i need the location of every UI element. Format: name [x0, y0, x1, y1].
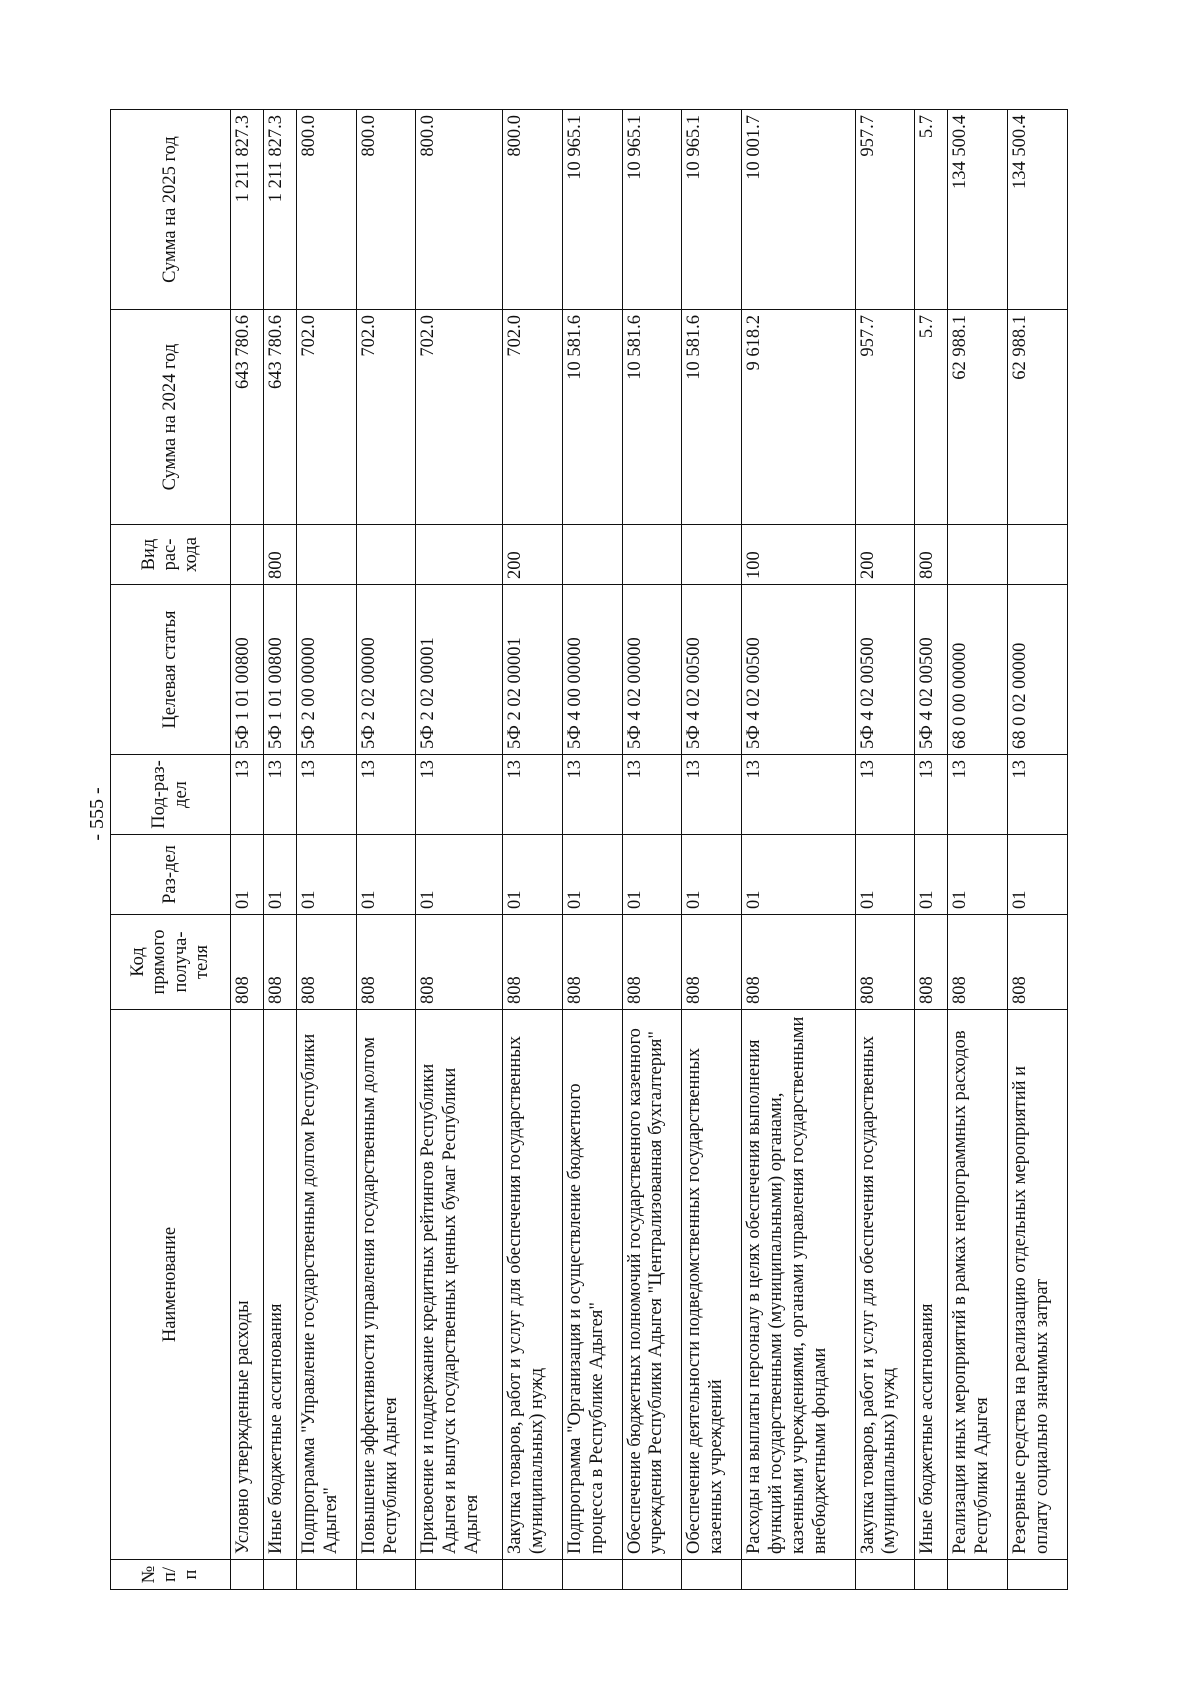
row-expense-type-cell — [231, 525, 264, 585]
row-subsection-cell: 13 — [416, 755, 503, 835]
row-sum-2024-cell: 9 618.2 — [742, 310, 855, 525]
table-row — [948, 110, 1008, 1590]
table-row — [622, 110, 682, 1590]
row-target-article-cell: 5Ф 4 02 00500 — [855, 585, 915, 755]
row-target-article-cell: 5Ф 1 01 00800 — [231, 585, 264, 755]
row-expense-type-cell — [356, 525, 416, 585]
row-name-cell: Закупка товаров, работ и услуг для обеспечения государственных (муниципальных) нужд — [503, 1010, 563, 1560]
row-section-cell: 01 — [1008, 835, 1068, 915]
row-sum-2025-cell: 800.0 — [416, 110, 503, 310]
table-row — [1008, 110, 1068, 1590]
row-section-cell: 01 — [356, 835, 416, 915]
budget-table — [110, 109, 1068, 1590]
row-subsection-cell: 13 — [855, 755, 915, 835]
row-expense-type-cell — [562, 525, 622, 585]
row-sum-2024-cell: 62 988.1 — [1008, 310, 1068, 525]
row-sum-2024-cell: 643 780.6 — [263, 310, 296, 525]
row-recipient-code-cell: 808 — [231, 915, 264, 1010]
row-name-cell: Закупка товаров, работ и услуг для обеспечения государственных (муниципальных) нужд — [855, 1010, 915, 1560]
row-target-article-cell: 5Ф 4 02 00000 — [622, 585, 682, 755]
row-sum-2025-cell: 134 500.4 — [948, 110, 1008, 310]
row-section-cell: 01 — [915, 835, 948, 915]
header-sum-2024: Сумма на 2024 год — [111, 310, 231, 525]
row-sum-2024-cell: 62 988.1 — [948, 310, 1008, 525]
row-section-cell: 01 — [296, 835, 356, 915]
row-recipient-code-cell: 808 — [296, 915, 356, 1010]
row-name-cell: Обеспечение бюджетных полномочий государственного казенного учреждения Республики Адыгея "Централизованная бухгалтерия" — [622, 1010, 682, 1560]
row-target-article-cell: 5Ф 2 02 00001 — [503, 585, 563, 755]
header-num: № п/п — [111, 1560, 231, 1590]
row-sum-2025-cell: 5.7 — [915, 110, 948, 310]
row-subsection-cell: 13 — [1008, 755, 1068, 835]
row-number-cell — [503, 1560, 563, 1590]
row-name-cell: Подпрограмма "Управление государственным долгом Республики Адыгея" — [296, 1010, 356, 1560]
row-sum-2025-cell: 957.7 — [855, 110, 915, 310]
row-section-cell: 01 — [948, 835, 1008, 915]
row-expense-type-cell: 100 — [742, 525, 855, 585]
row-name-cell: Условно утвержденные расходы — [231, 1010, 264, 1560]
row-sum-2024-cell: 10 581.6 — [622, 310, 682, 525]
row-target-article-cell: 5Ф 4 00 00000 — [562, 585, 622, 755]
row-name-cell: Иные бюджетные ассигнования — [263, 1010, 296, 1560]
row-number-cell — [742, 1560, 855, 1590]
row-expense-type-cell: 200 — [855, 525, 915, 585]
table-row — [296, 110, 356, 1590]
row-name-cell: Обеспечение деятельности подведомственных государственных казенных учреждений — [682, 1010, 742, 1560]
row-number-cell — [231, 1560, 264, 1590]
table-row — [231, 110, 264, 1590]
row-subsection-cell: 13 — [231, 755, 264, 835]
row-expense-type-cell: 200 — [503, 525, 563, 585]
row-subsection-cell: 13 — [562, 755, 622, 835]
row-sum-2025-cell: 1 211 827.3 — [263, 110, 296, 310]
row-name-cell: Резервные средства на реализацию отдельных мероприятий и оплату социально значимых затрат — [1008, 1010, 1068, 1560]
row-subsection-cell: 13 — [915, 755, 948, 835]
row-recipient-code-cell: 808 — [622, 915, 682, 1010]
row-sum-2024-cell: 5.7 — [915, 310, 948, 525]
row-section-cell: 01 — [503, 835, 563, 915]
row-expense-type-cell — [622, 525, 682, 585]
table-row — [503, 110, 563, 1590]
row-sum-2024-cell: 702.0 — [503, 310, 563, 525]
table-row — [562, 110, 622, 1590]
row-number-cell — [948, 1560, 1008, 1590]
row-sum-2025-cell: 800.0 — [356, 110, 416, 310]
row-recipient-code-cell: 808 — [416, 915, 503, 1010]
row-sum-2024-cell: 10 581.6 — [562, 310, 622, 525]
row-sum-2024-cell: 702.0 — [356, 310, 416, 525]
row-recipient-code-cell: 808 — [263, 915, 296, 1010]
row-name-cell: Подпрограмма "Организация и осуществление бюджетного процесса в Республике Адыгея" — [562, 1010, 622, 1560]
row-section-cell: 01 — [416, 835, 503, 915]
row-expense-type-cell — [682, 525, 742, 585]
row-number-cell — [562, 1560, 622, 1590]
row-number-cell — [855, 1560, 915, 1590]
row-expense-type-cell — [948, 525, 1008, 585]
table-row — [855, 110, 915, 1590]
header-target-article: Целевая статья — [111, 585, 231, 755]
row-target-article-cell: 5Ф 4 02 00500 — [915, 585, 948, 755]
row-section-cell: 01 — [742, 835, 855, 915]
row-sum-2025-cell: 134 500.4 — [1008, 110, 1068, 310]
table-row — [742, 110, 855, 1590]
row-sum-2024-cell: 702.0 — [296, 310, 356, 525]
row-number-cell — [682, 1560, 742, 1590]
row-sum-2025-cell: 10 965.1 — [562, 110, 622, 310]
header-section: Раз-дел — [111, 835, 231, 915]
row-name-cell: Расходы на выплаты персоналу в целях обеспечения выполнения функций государственными (муниципальными) органами, казенными учреждениями, органами управления государственными внебюджетными фондами — [742, 1010, 855, 1560]
table-row — [356, 110, 416, 1590]
row-sum-2025-cell: 10 965.1 — [682, 110, 742, 310]
row-section-cell: 01 — [855, 835, 915, 915]
row-sum-2024-cell: 702.0 — [416, 310, 503, 525]
row-expense-type-cell — [1008, 525, 1068, 585]
row-name-cell: Повышение эффективности управления государственным долгом Республики Адыгея — [356, 1010, 416, 1560]
row-target-article-cell: 5Ф 4 02 00500 — [682, 585, 742, 755]
row-number-cell — [263, 1560, 296, 1590]
header-expense-type: Вид рас-хода — [111, 525, 231, 585]
table-row — [416, 110, 503, 1590]
row-sum-2024-cell: 643 780.6 — [231, 310, 264, 525]
row-recipient-code-cell: 808 — [356, 915, 416, 1010]
page-number: - 555 - — [86, 787, 108, 841]
row-number-cell — [356, 1560, 416, 1590]
row-number-cell — [296, 1560, 356, 1590]
row-subsection-cell: 13 — [948, 755, 1008, 835]
row-target-article-cell: 5Ф 2 02 00001 — [416, 585, 503, 755]
row-expense-type-cell: 800 — [915, 525, 948, 585]
row-recipient-code-cell: 808 — [682, 915, 742, 1010]
row-subsection-cell: 13 — [503, 755, 563, 835]
row-recipient-code-cell: 808 — [855, 915, 915, 1010]
table-header-row — [111, 110, 231, 1590]
row-recipient-code-cell: 808 — [742, 915, 855, 1010]
row-expense-type-cell — [296, 525, 356, 585]
row-name-cell: Иные бюджетные ассигнования — [915, 1010, 948, 1560]
row-target-article-cell: 5Ф 2 02 00000 — [356, 585, 416, 755]
row-number-cell — [1008, 1560, 1068, 1590]
row-number-cell — [416, 1560, 503, 1590]
table-row — [263, 110, 296, 1590]
row-sum-2025-cell: 800.0 — [503, 110, 563, 310]
row-section-cell: 01 — [682, 835, 742, 915]
row-sum-2025-cell: 1 211 827.3 — [231, 110, 264, 310]
row-name-cell: Присвоение и поддержание кредитных рейтингов Республики Адыгея и выпуск государственных ценных бумаг Республики Адыгея — [416, 1010, 503, 1560]
row-recipient-code-cell: 808 — [562, 915, 622, 1010]
row-section-cell: 01 — [562, 835, 622, 915]
row-expense-type-cell — [416, 525, 503, 585]
row-subsection-cell: 13 — [622, 755, 682, 835]
row-target-article-cell: 68 0 00 00000 — [948, 585, 1008, 755]
row-recipient-code-cell: 808 — [948, 915, 1008, 1010]
row-subsection-cell: 13 — [682, 755, 742, 835]
row-name-cell: Реализация иных мероприятий в рамках непрограммных расходов Республики Адыгея — [948, 1010, 1008, 1560]
table-row — [915, 110, 948, 1590]
row-recipient-code-cell: 808 — [503, 915, 563, 1010]
row-number-cell — [915, 1560, 948, 1590]
row-subsection-cell: 13 — [263, 755, 296, 835]
row-sum-2025-cell: 10 965.1 — [622, 110, 682, 310]
row-target-article-cell: 68 0 02 00000 — [1008, 585, 1068, 755]
row-sum-2025-cell: 800.0 — [296, 110, 356, 310]
row-sum-2025-cell: 10 001.7 — [742, 110, 855, 310]
row-recipient-code-cell: 808 — [915, 915, 948, 1010]
row-recipient-code-cell: 808 — [1008, 915, 1068, 1010]
row-subsection-cell: 13 — [296, 755, 356, 835]
header-sum-2025: Сумма на 2025 год — [111, 110, 231, 310]
table-row — [682, 110, 742, 1590]
table-body — [231, 110, 1068, 1590]
row-sum-2024-cell: 10 581.6 — [682, 310, 742, 525]
row-target-article-cell: 5Ф 4 02 00500 — [742, 585, 855, 755]
row-target-article-cell: 5Ф 2 00 00000 — [296, 585, 356, 755]
row-target-article-cell: 5Ф 1 01 00800 — [263, 585, 296, 755]
row-section-cell: 01 — [622, 835, 682, 915]
row-subsection-cell: 13 — [356, 755, 416, 835]
row-section-cell: 01 — [263, 835, 296, 915]
row-number-cell — [622, 1560, 682, 1590]
header-recipient-code: Код прямого получа-теля — [111, 915, 231, 1010]
row-subsection-cell: 13 — [742, 755, 855, 835]
row-section-cell: 01 — [231, 835, 264, 915]
header-name: Наименование — [111, 1010, 231, 1560]
row-expense-type-cell: 800 — [263, 525, 296, 585]
row-sum-2024-cell: 957.7 — [855, 310, 915, 525]
header-subsection: Под-раз-дел — [111, 755, 231, 835]
